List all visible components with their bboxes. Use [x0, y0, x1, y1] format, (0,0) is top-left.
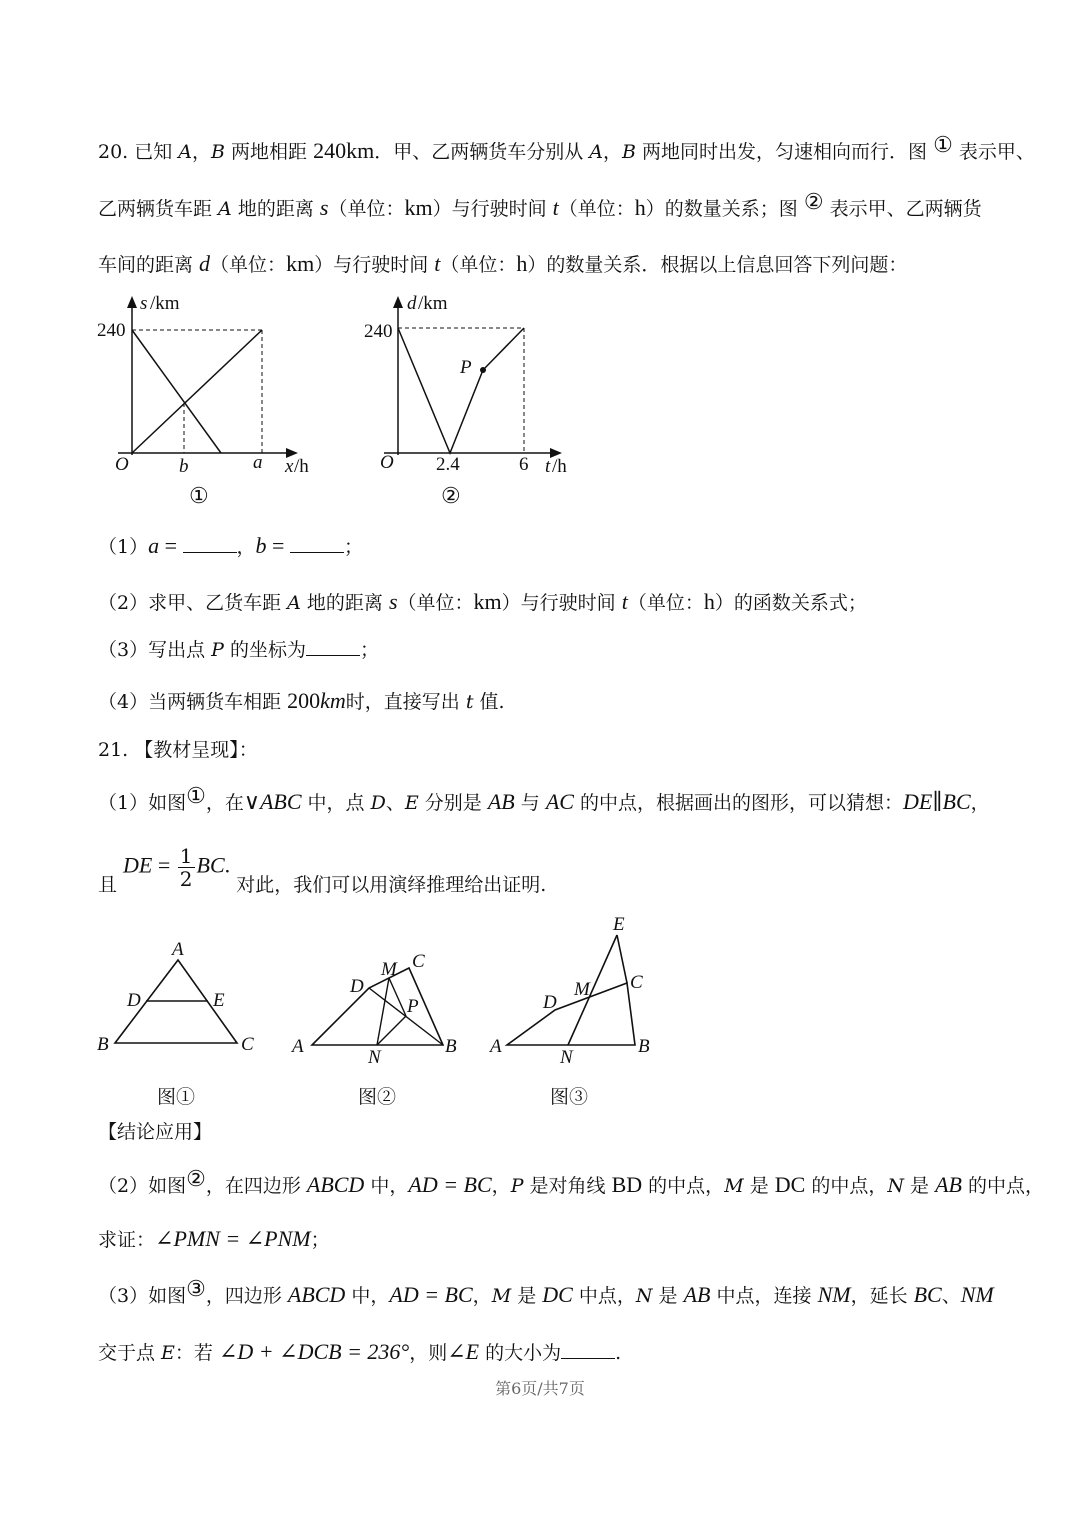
graph1-ylabel-unit: /km	[150, 293, 180, 314]
graph2-xlabel-var: t	[545, 456, 551, 477]
answer-blank-angle-e[interactable]	[561, 1340, 615, 1359]
graph2-ylabel-unit: /km	[418, 293, 448, 314]
graph1-xlabel-var: x	[285, 456, 294, 477]
page-footer: 第6页/共7页	[495, 1379, 585, 1398]
graph1-ylabel-var: s	[140, 293, 148, 314]
distance-240km: 240km	[313, 138, 375, 163]
graph1-caption: ①	[189, 483, 209, 508]
fig3-quadrilateral	[507, 983, 635, 1045]
q20-part-2: （2）求甲、乙货车距 A 地的距离 s（单位：km）与行驶时间 t（单位：h）的函数关系式；	[98, 589, 867, 614]
fig3-caption: 图③	[550, 1087, 589, 1108]
fig3-label-d: D	[543, 992, 557, 1013]
graph1-ytick-240: 240	[97, 320, 126, 341]
fig3-extension-ce	[617, 935, 627, 983]
graph2-xlabel-unit: /h	[552, 456, 567, 477]
fig1-label-a: A	[172, 939, 184, 960]
answer-blank-b[interactable]	[290, 534, 344, 553]
fig1-label-b: B	[97, 1034, 109, 1055]
fig3-label-a: A	[490, 1036, 502, 1057]
fig3-label-c: C	[630, 972, 643, 993]
fig2-caption: 图②	[358, 1087, 397, 1108]
graph2-xtick-2.4: 2.4	[436, 454, 460, 475]
fraction-one-half: $\frac{1}{2}$	[179, 844, 193, 891]
fig2-label-n: N	[368, 1047, 381, 1068]
fig2-label-d: D	[350, 976, 364, 997]
q21-part-2-prove: 求证：∠PMN = ∠PNM；	[98, 1226, 330, 1251]
q20-line-3: 车间的距离 d（单位：km）与行驶时间 t（单位：h）的数量关系．根据以上信息回答下列问题：	[98, 251, 908, 276]
fig3-label-m: M	[574, 979, 590, 1000]
graph1-line-rising	[132, 330, 262, 453]
fig3-label-b: B	[638, 1036, 650, 1057]
graph2-ytick-240: 240	[364, 321, 393, 342]
q20-line-2: 乙两辆货车距 A 地的距离 s（单位：km）与行驶时间 t（单位：h）的数量关系；图 ② 表示甲、乙两辆货	[98, 190, 982, 220]
graph2-line	[398, 328, 524, 453]
fig1-label-c: C	[241, 1034, 254, 1055]
graph1-line-falling	[132, 330, 221, 453]
fig2-label-c: C	[412, 951, 425, 972]
graph2-ylabel-var: d	[407, 293, 417, 314]
q20-part-3: （3）写出点 P 的坐标为 ；	[98, 639, 379, 661]
q21-part-3: （3）如图③，四边形 ABCD 中，AD = BC，M 是 DC 中点，N 是 AB 中点，连接 NM，延长 BC、NM	[98, 1277, 994, 1307]
fig1-label-d: D	[127, 990, 141, 1011]
q21-part-1: （1）如图①，在∨ABC 中，点 D、E 分别是 AB 与 AC 的中点，根据画出的图形，可以猜想：DE∥BC，	[98, 784, 990, 814]
fig2-label-b: B	[445, 1036, 457, 1057]
fig2-label-a: A	[292, 1036, 304, 1057]
answer-blank-a[interactable]	[183, 534, 237, 553]
q21-conclusion-heading: 【结论应用】	[98, 1121, 213, 1143]
graph1-y-arrow	[127, 296, 137, 308]
q20-part-4: （4）当两辆货车相距 200km时，直接写出 t 值.	[98, 688, 505, 713]
q20-line-1: 20. 已知 A，B 两地相距 240km．甲、乙两辆货车分别从 A，B 两地同时出发，匀速相向而行．图 ① 表示甲、	[98, 133, 1035, 163]
fig1-caption: 图①	[157, 1087, 196, 1108]
graph1-origin: O	[115, 454, 129, 475]
fig2-label-m: M	[381, 959, 397, 980]
q20-part-1: （1）a = ，b = ；	[98, 533, 363, 558]
graph2-point-p	[480, 367, 486, 373]
fig2-quadrilateral	[312, 968, 443, 1045]
fig1-label-e: E	[213, 990, 225, 1011]
fig3-label-e: E	[613, 914, 625, 935]
q21-part-3-continued: 交于点 E：若 ∠D + ∠DCB = 236°，则∠E 的大小为 .	[98, 1339, 622, 1364]
graph2-origin: O	[380, 452, 394, 473]
graph1-xtick-a: a	[253, 452, 263, 473]
fig3-label-n: N	[560, 1047, 573, 1068]
answer-blank-p[interactable]	[306, 637, 360, 656]
q21-part-1-continued: 且 DE = $\frac{1}{2}$ BC. 对此，我们可以用演绎推理给出证明.	[98, 844, 547, 896]
graph1-xtick-b: b	[179, 456, 189, 477]
graph2-point-p-label: P	[460, 357, 472, 378]
graph1-xlabel-unit: /h	[294, 456, 309, 477]
q21-heading: 21. 【教材呈现】：	[98, 739, 258, 761]
graph2-y-arrow	[393, 296, 403, 308]
graph2-caption: ②	[441, 483, 461, 508]
q21-part-2: （2）如图②，在四边形 ABCD 中，AD = BC，P 是对角线 BD 的中点，M 是 DC 的中点，N 是 AB 的中点，	[98, 1167, 1045, 1197]
graph2-xtick-6: 6	[519, 454, 529, 475]
fig2-label-p: P	[407, 996, 419, 1017]
